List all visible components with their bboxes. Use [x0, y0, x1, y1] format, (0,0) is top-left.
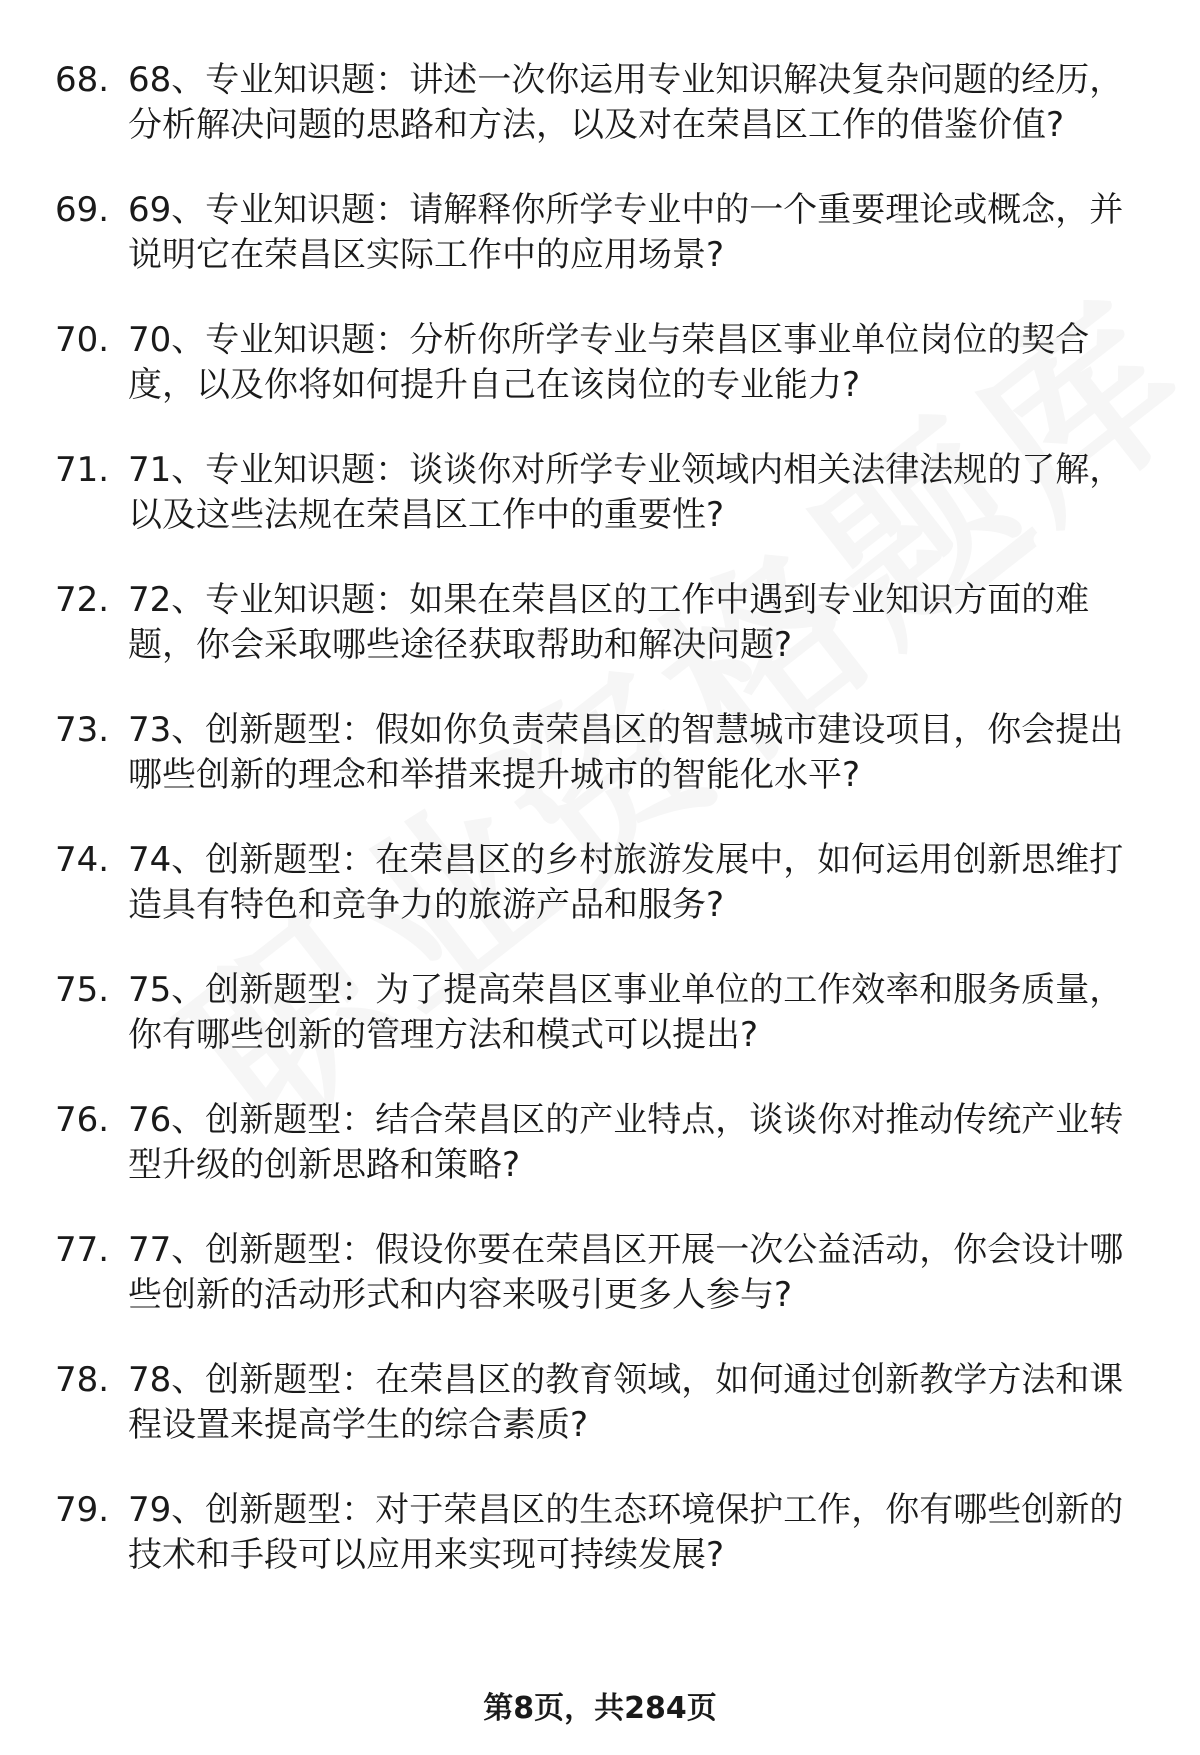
item-number: 71. — [55, 450, 110, 490]
list-item — [0, 188, 1200, 278]
item-number: 73. — [55, 710, 110, 750]
item-text: 72、专业知识题：如果在荣昌区的工作中遇到专业知识方面的难题，你会采取哪些途径获取帮助和解决问题? — [128, 580, 1090, 665]
item-number: 77. — [55, 1230, 110, 1270]
item-text: 69、专业知识题：请解释你所学专业中的一个重要理论或概念，并说明它在荣昌区实际工作中的应用场景? — [128, 190, 1124, 275]
item-text: 70、专业知识题：分析你所学专业与荣昌区事业单位岗位的契合度，以及你将如何提升自己在该岗位的专业能力? — [128, 320, 1090, 405]
item-number: 69. — [55, 190, 110, 230]
list-item — [0, 1098, 1200, 1188]
item-number: 75. — [55, 970, 110, 1010]
item-text: 79、创新题型：对于荣昌区的生态环境保护工作，你有哪些创新的技术和手段可以应用来实现可持续发展? — [128, 1490, 1124, 1575]
list-item — [0, 1228, 1200, 1318]
list-item — [0, 448, 1200, 538]
list-item — [0, 1358, 1200, 1448]
list-item — [0, 318, 1200, 408]
item-number: 78. — [55, 1360, 110, 1400]
list-item — [0, 58, 1200, 148]
item-text: 71、专业知识题：谈谈你对所学专业领域内相关法律法规的了解，以及这些法规在荣昌区工作中的重要性? — [128, 450, 1124, 535]
item-number: 76. — [55, 1100, 110, 1140]
item-text: 77、创新题型：假设你要在荣昌区开展一次公益活动，你会设计哪些创新的活动形式和内容来吸引更多人参与? — [128, 1230, 1124, 1315]
item-text: 75、创新题型：为了提高荣昌区事业单位的工作效率和服务质量，你有哪些创新的管理方法和模式可以提出? — [128, 970, 1124, 1055]
item-number: 70. — [55, 320, 110, 360]
question-list — [0, 58, 1200, 1618]
list-item — [0, 838, 1200, 928]
item-text: 73、创新题型：假如你负责荣昌区的智慧城市建设项目，你会提出哪些创新的理念和举措来提升城市的智能化水平? — [128, 710, 1124, 795]
list-item — [0, 968, 1200, 1058]
item-number: 68. — [55, 60, 110, 100]
list-item — [0, 1488, 1200, 1578]
item-number: 72. — [55, 580, 110, 620]
list-item — [0, 708, 1200, 798]
item-text: 74、创新题型：在荣昌区的乡村旅游发展中，如何运用创新思维打造具有特色和竞争力的旅游产品和服务? — [128, 840, 1124, 925]
list-item — [0, 578, 1200, 668]
item-text: 68、专业知识题：讲述一次你运用专业知识解决复杂问题的经历，分析解决问题的思路和方法，以及对在荣昌区工作的借鉴价值? — [128, 60, 1124, 145]
item-number: 74. — [55, 840, 110, 880]
item-text: 76、创新题型：结合荣昌区的产业特点，谈谈你对推动传统产业转型升级的创新思路和策略? — [128, 1100, 1124, 1185]
page-footer: 第8页，共284页 — [483, 1691, 717, 1726]
item-number: 79. — [55, 1490, 110, 1530]
item-text: 78、创新题型：在荣昌区的教育领域，如何通过创新教学方法和课程设置来提高学生的综合素质? — [128, 1360, 1124, 1445]
